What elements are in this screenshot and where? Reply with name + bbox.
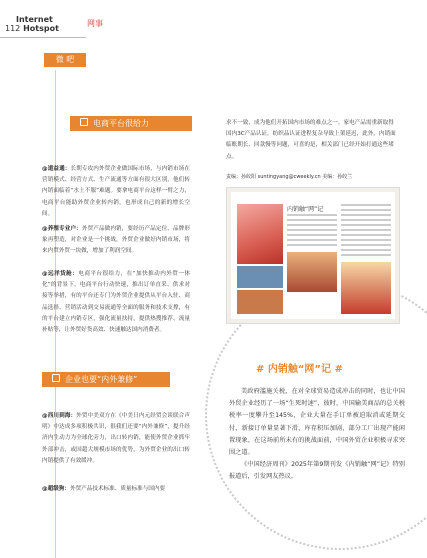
magazine-headline: 内销触“网”记 xyxy=(287,206,324,213)
magazine-photo xyxy=(237,266,283,288)
section-title-enterprise xyxy=(42,372,170,387)
section2-label: 企业也要“内外兼修” xyxy=(65,375,138,384)
header-rule xyxy=(0,37,86,38)
comment-text: 长期专攻内外贸企业做国际市场，与内销市场在营销模式、经营方式、生产流通等方面有很大区别，他们转内销面临着“水土不服”难题。要拿电商平台这样一臂之力，电商平台能助外贸企业转内销，也形成自己的新的增长空间。 xyxy=(42,166,190,217)
comment-text: 电商平台很给力，在“加快推动内外贸一体化”的背景下，电商平台行动快速，推出订单直采、供求对接等举措，有的平台还专门为外贸企业提供从平台入驻、商品选择、营销活动到交易流通等全面的服务和技术支撑，有的平台建立内销专区，强化流量扶持，提供热搜推荐、流量补贴等，让外贸好货高效、快速触达国内消费者。 xyxy=(42,271,190,334)
magazine-page xyxy=(231,192,395,319)
square-icon xyxy=(52,374,60,382)
magazine-photo xyxy=(237,204,283,264)
comment-handle: @远洋货舱： xyxy=(42,271,79,277)
section-title-platform xyxy=(70,116,192,131)
article-body xyxy=(229,386,405,484)
comment-paragraph xyxy=(42,411,190,467)
magazine-photo xyxy=(341,262,391,314)
comment-handle: @道益通： xyxy=(42,166,71,172)
brand-internet: Internet xyxy=(16,15,53,24)
article-paragraph: 美政府滥施关税，在对全球贸易造成冲击的同时，也让中国外贸企业经历了一场“生死时速”，彼时，中国输美商品的总关税税率一度攀升至145%，企业大量在手订单被迫取消或延期交付，新接订单量显著下滑，库存积压加剧，部分工厂出现产能闲置现象，在这场前所未有的挑战面前，中国外贸企业积极寻求突围之道。 xyxy=(229,388,405,457)
category-label: 网事 xyxy=(87,19,103,28)
brand-line2 xyxy=(5,24,59,33)
magazine-text-lines xyxy=(341,204,391,259)
comment-text: 外贸中美双方在《中美日内元经贸会谈联合声明》中达成多项积极共识，很我们还要“内外兼修”，提升经济内生动力为全球化旁力，出口转内销，能使外贸企业抓牢外部冲击，或国超大规模市场的优势，为外贸企业的出口转内销提供了有效缓冲。 xyxy=(42,413,190,464)
comment-paragraph xyxy=(42,484,190,495)
comment-handle: @养殖专业户： xyxy=(42,226,82,232)
comment-handle: @超级狗： xyxy=(42,486,70,492)
editor-credit: 责编：孙皎阳 suntingyang@cweekly.cn 美编：孙皎兰 xyxy=(226,174,353,180)
magazine-text-lines xyxy=(287,214,337,249)
weiba-tag: 微 吧 xyxy=(44,53,86,67)
page-number: 112 xyxy=(5,24,21,33)
comment-text: 外贸产品技术标准、质量标准与国内要 xyxy=(69,486,166,492)
comment-paragraph xyxy=(42,164,190,220)
article-note: 《中国经济周刊》2025年第9期刊发《内销触“网”记》特别报道后，引发网友热议。 xyxy=(229,461,405,481)
continued-paragraph: 求不一致，成为他们开拓国内市场的难点之一。家电产品需重新取得国内3C产品认证，纺织品认证进程复杂导致上架延迟，此外，内销面临账期长、回款慢等问题，可喜的是，相关部门已经开始打通这些堵点。 xyxy=(226,120,396,160)
brand-hotspot: Hotspot xyxy=(23,24,59,33)
comment-text: 外贸产品做内销，要经历产品定位、品牌形象再塑造，对企业是一个挑战，外贸企业做好内销市场，将来内贸外贸一块做，增加了利润空间。 xyxy=(42,226,190,255)
comment-paragraph xyxy=(42,224,190,258)
article-title: # 内销触“网”记 # xyxy=(256,364,343,375)
section1-label: 电商平台很给力 xyxy=(93,119,149,128)
magazine-photo xyxy=(287,252,337,292)
comment-handle: @西川到海： xyxy=(42,413,77,419)
magazine-photo xyxy=(237,290,283,314)
magazine-spread-image xyxy=(226,187,400,324)
square-icon xyxy=(80,118,88,126)
comment-paragraph xyxy=(42,269,190,336)
